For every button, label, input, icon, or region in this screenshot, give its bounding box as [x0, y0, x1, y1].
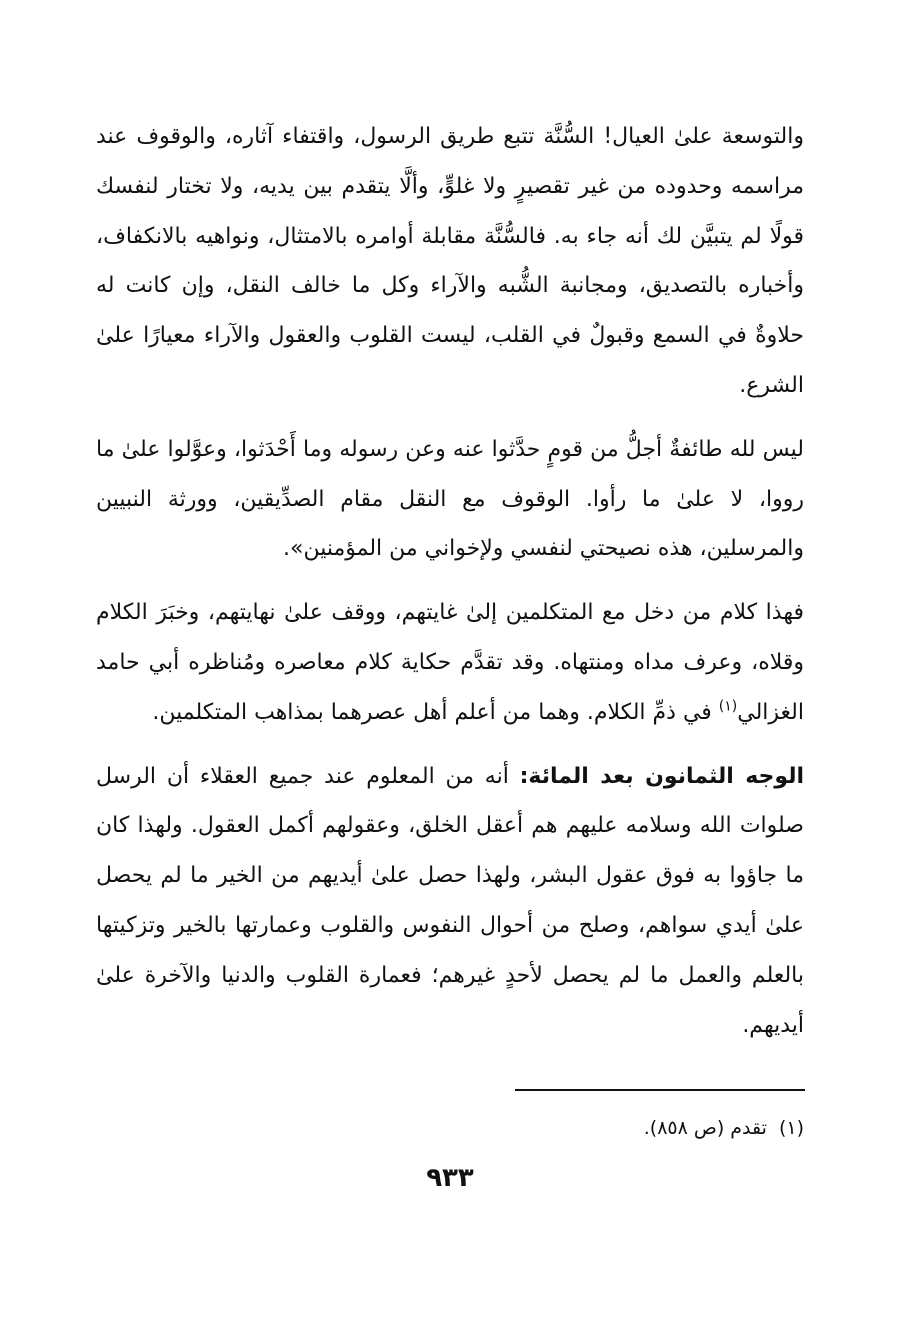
page-number: ٩٣٣	[426, 1163, 474, 1193]
footnote-divider	[515, 1089, 805, 1091]
paragraph-4	[96, 752, 804, 1051]
paragraph-2-text: ليس لله طائفةٌ أجلُّ من قومٍ حدَّثوا عنه وعن رسوله وما أَحْدَثوا، وعوَّلوا علىٰ ما رووا، لا علىٰ ما رأوا. الوقوف مع النقل مقام الصدِّيقين، وورثة النبيين والمرسلين، هذه نصيحتي لنفسي ولإخواني من المؤمنين».	[96, 436, 804, 562]
paragraph-3-text-after: في ذمِّ الكلام. وهما من أعلم أهل عصرهما بمذاهب المتكلمين.	[152, 699, 719, 725]
footnote-number: (١)	[778, 1117, 804, 1139]
paragraph-3	[96, 588, 804, 737]
paragraph-1-text: والتوسعة علىٰ العيال! السُّنَّة تتبع طريق الرسول، واقتفاء آثاره، والوقوف عند مراسمه وحدوده من غير تقصيرٍ ولا غلوٍّ، وألَّا يتقدم بين يديه، ولا تختار لنفسك قولًا لم يتبيَّن لك أنه جاء به. فالسُّنَّة مقابلة أوامره بالامتثال، ونواهيه بالانكفاف، وأخباره بالتصديق، ومجانبة الشُّبه والآراء وكل ما خالف النقل، وإن كانت له حلاوةٌ في السمع وقبولٌ في القلب، ليست القلوب والعقول والآراء معيارًا علىٰ الشرع.	[96, 124, 804, 398]
footnote	[644, 1113, 804, 1143]
body-text	[96, 112, 804, 1064]
footnote-text: تقدم (ص ٨٥٨).	[643, 1117, 767, 1139]
paragraph-1	[96, 112, 804, 411]
paragraph-4-text: أنه من المعلوم عند جميع العقلاء أن الرسل صلوات الله وسلامه عليهم هم أعقل الخلق، وعقولهم أكمل العقول. ولهذا كان ما جاؤوا به فوق عقول البشر، ولهذا حصل علىٰ أيديهم من الخير ما لم يحصل علىٰ أيدي سواهم، وصلح من أحوال النفوس والقلوب وعمارتها بالخير وتزكيتها بالعلم والعمل ما لم يحصل لأحدٍ غيرهم؛ فعمارة القلوب والدنيا والآخرة علىٰ أيديهم.	[96, 763, 804, 1038]
paragraph-2	[96, 425, 804, 574]
paragraph-3-text-before: فهذا كلام من دخل مع المتكلمين إلىٰ غايتهم، ووقف علىٰ نهايتهم، وخبَرَ الكلام وقلاه، وعرف مداه ومنتهاه. وقد تقدَّم حكاية كلام معاصره ومُناظره أبي حامد الغزالي	[96, 600, 804, 725]
footnote-reference[interactable]: (١)	[718, 698, 738, 715]
section-heading-lead: الوجه الثمانون بعد المائة:	[519, 763, 805, 789]
